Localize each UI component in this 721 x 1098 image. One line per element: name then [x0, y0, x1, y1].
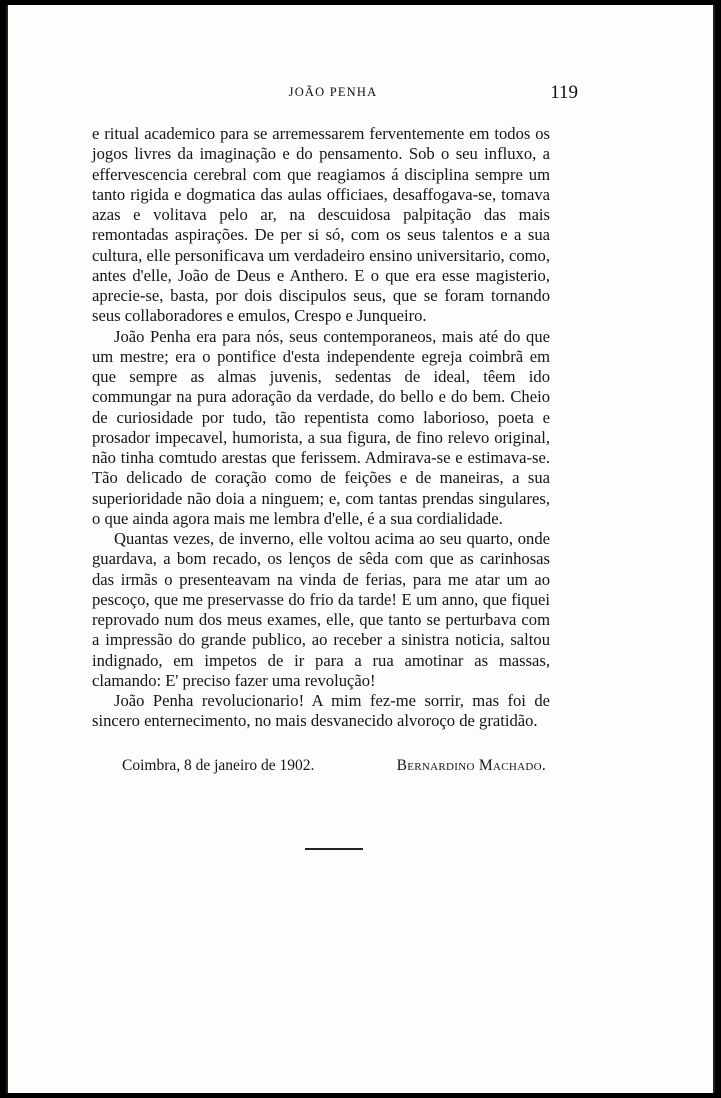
page-number: 119	[550, 82, 578, 103]
running-head: JOÃO PENHA	[288, 85, 378, 99]
place-date: Coimbra, 8 de janeiro de 1902.	[122, 757, 315, 774]
body-text	[92, 124, 550, 732]
author-signature: Bernardino Machado.	[396, 757, 546, 774]
end-rule	[305, 848, 363, 850]
paragraph-4: João Penha revolucionario! A mim fez-me sorrir, mas foi de sincero enternecimento, no mais desvanecido alvoroço de gratidão.	[92, 691, 550, 731]
page-header	[88, 82, 578, 106]
paragraph-1: e ritual academico para se arremessarem ferventemente em todos os jogos livres da imaginação e do pensamento. Sob o seu influxo, a effervescencia cerebral com que reagiamos á disciplina sempre um tanto rigida e dogmatica das aulas officiaes, desaffogava-se, tomava azas e volitava pelo ar, na descuidosa palpitação das mais remontadas aspirações. De per si só, com os seus talentos e a sua cultura, elle personificava um verdadeiro ensino universitario, como, antes d'elle, João de Deus e Anthero. E o que era esse magisterio, aprecie-se, basta, por dois discipulos seus, que se foram tornando seus collaboradores e emulos, Crespo e Junqueiro.	[92, 124, 550, 326]
paragraph-2: João Penha era para nós, seus contemporaneos, mais até do que um mestre; era o pontifice d'esta independente egreja coimbrã em que sempre as almas juvenis, sedentas de ideal, têem ido commungar na pura adoração da verdade, do bello e do bem. Cheio de curiosidade por tudo, tão repentista como laborioso, poeta e prosador impecavel, humorista, a sua figura, de fino relevo original, não tinha comtudo arestas que ferissem. Admirava-se e estimava-se. Tão delicado de coração como de feições e de maneiras, a sua superioridade não doia a ninguem; e, com tantas prendas singulares, o que ainda agora mais me lembra d'elle, é a sua cordialidade.	[92, 326, 550, 528]
book-page	[6, 5, 715, 1093]
paragraph-3: Quantas vezes, de inverno, elle voltou acima ao seu quarto, onde guardava, a bom recado, os lenços de sêda com que as carinhosas das irmãs o presenteavam na vinda de ferias, para me atar um ao pescoço, que me preservasse do frio da tarde! E um anno, que fiquei reprovado num dos meus exames, elle, que tanto se perturbava com a impressão do grande publico, ao receber a sinistra noticia, saltou indignado, em impetos de ir para a rua amotinar as massas, clamando: E' preciso fazer uma revolução!	[92, 529, 550, 690]
